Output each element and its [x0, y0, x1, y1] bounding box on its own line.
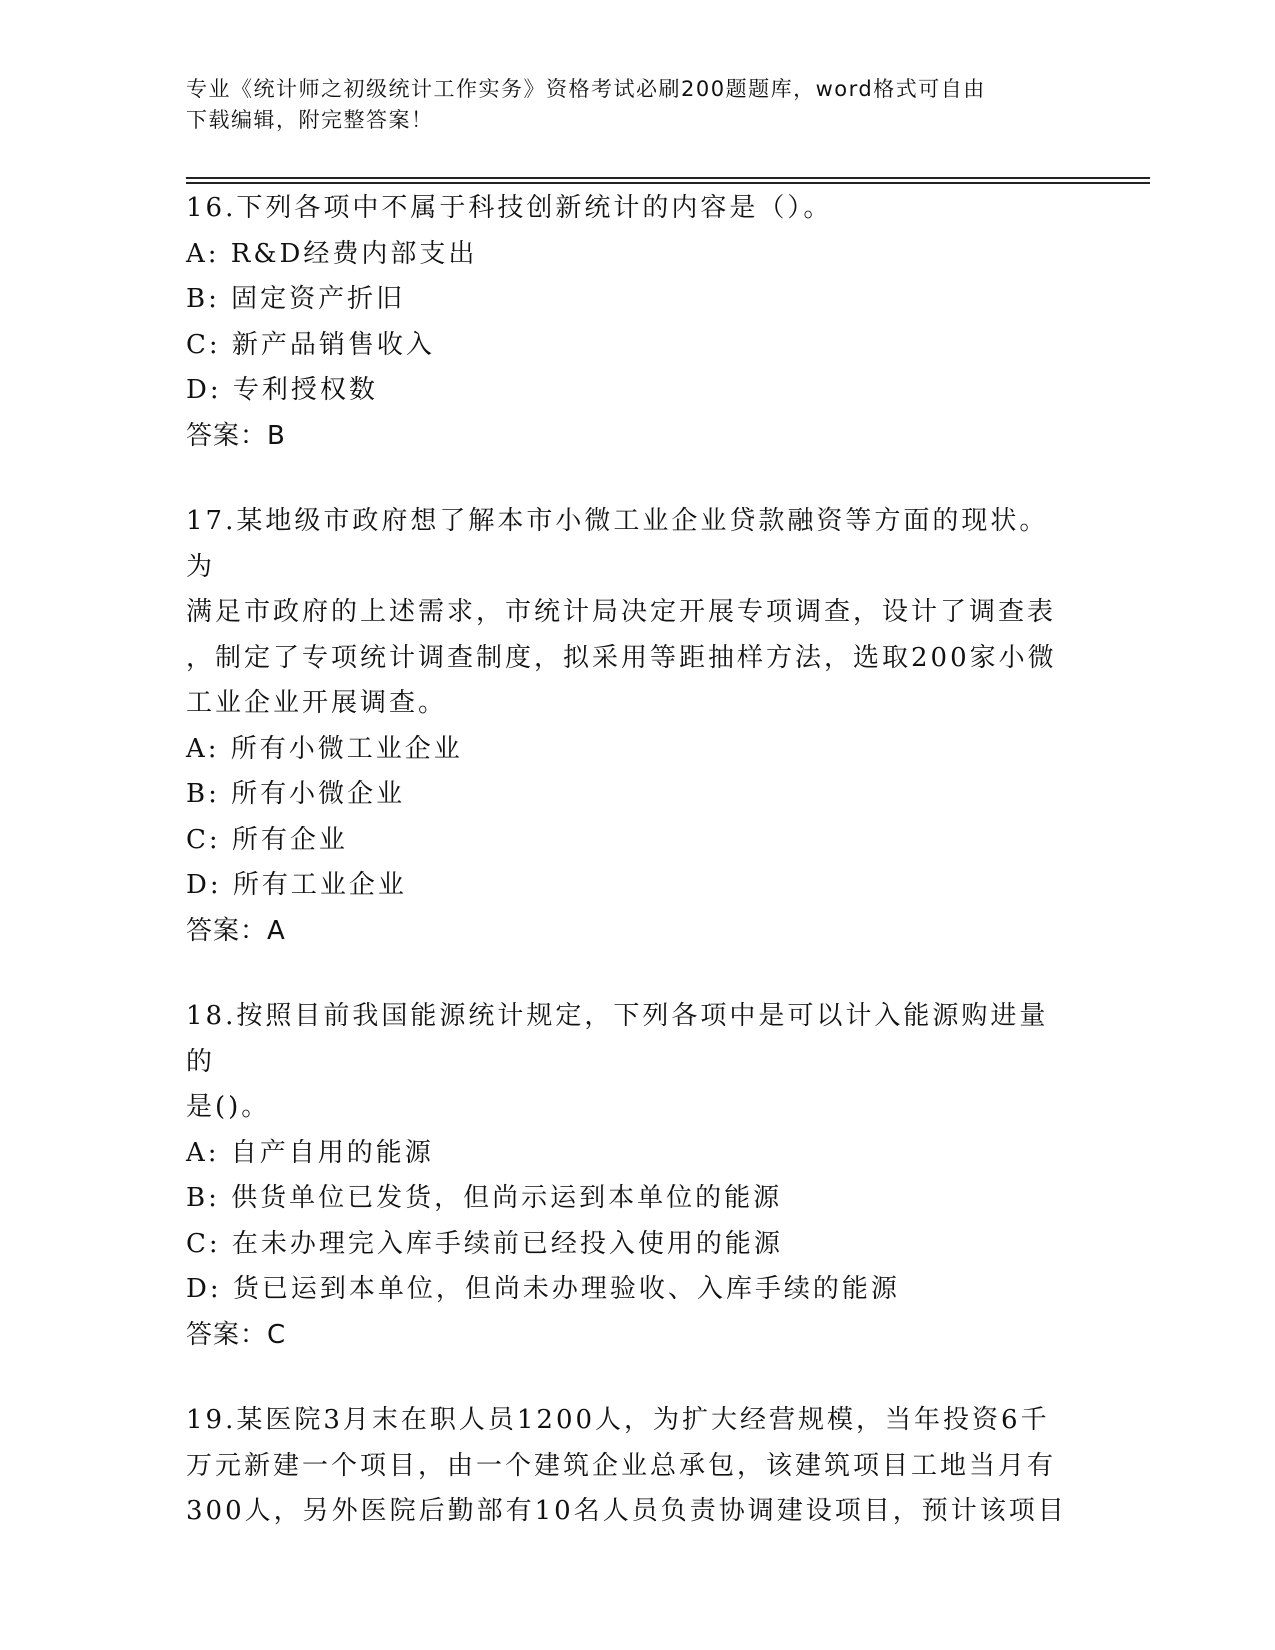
option-b: B: 供货单位已发货，但尚示运到本单位的能源	[186, 1183, 783, 1213]
option-b: B: 固定资产折旧	[186, 284, 406, 314]
header-line-2: 下载编辑，附完整答案！	[186, 108, 434, 132]
answer: 答案：C	[186, 1319, 287, 1350]
option-a: A: 所有小微工业企业	[186, 733, 463, 764]
option-d: D: 所有工业企业	[186, 870, 407, 900]
question-text-line: 满足市政府的上述需求，市统计局决定开展专项调查，设计了调查表	[186, 597, 1057, 627]
question-list	[186, 186, 1076, 1575]
question-text-line: 16.下列各项中不属于科技创新统计的内容是（）。	[186, 193, 833, 223]
question-18	[186, 994, 1076, 1358]
question-text-line: 万元新建一个项目，由一个建筑企业总承包，该建筑项目工地当月有	[186, 1450, 1057, 1481]
option-c: C: 在未办理完入库手续前已经投入使用的能源	[186, 1228, 783, 1259]
question-16	[186, 186, 1076, 459]
question-19	[186, 1398, 1076, 1535]
header-divider-bottom	[186, 182, 1150, 184]
option-a: A: 自产自用的能源	[186, 1137, 434, 1168]
question-text-line: 是()。	[186, 1092, 271, 1122]
option-c: C: 所有企业	[186, 824, 348, 855]
option-c: C: 新产品销售收入	[186, 329, 435, 360]
option-a: A: R&D经费内部支出	[186, 238, 478, 269]
option-b: B: 所有小微企业	[186, 779, 406, 809]
option-d: D: 专利授权数	[186, 375, 378, 405]
question-text-line: 19.某医院3月末在职人员1200人，为扩大经营规模，当年投资6千	[186, 1405, 1050, 1435]
question-text-line: 工业企业开展调查。	[186, 688, 448, 718]
question-text-line: 300人，另外医院后勤部有10名人员负责协调建设项目，预计该项目	[186, 1496, 1067, 1526]
answer: 答案：A	[186, 915, 286, 946]
header-line-1: 专业《统计师之初级统计工作实务》资格考试必刷200题题库，word格式可自由	[186, 77, 986, 101]
question-17	[186, 499, 1076, 954]
header-divider-top	[186, 177, 1150, 179]
option-d: D: 货已运到本单位，但尚未办理验收、入库手续的能源	[186, 1274, 900, 1304]
question-text-line: 17.某地级市政府想了解本市小微工业企业贷款融资等方面的现状。为	[186, 506, 1049, 582]
question-text-line: 18.按照目前我国能源统计规定，下列各项中是可以计入能源购进量的	[186, 1001, 1049, 1077]
document-header	[186, 74, 1066, 136]
answer: 答案：B	[186, 420, 286, 451]
question-text-line: ，制定了专项统计调查制度，拟采用等距抽样方法，选取200家小微	[186, 642, 1057, 673]
